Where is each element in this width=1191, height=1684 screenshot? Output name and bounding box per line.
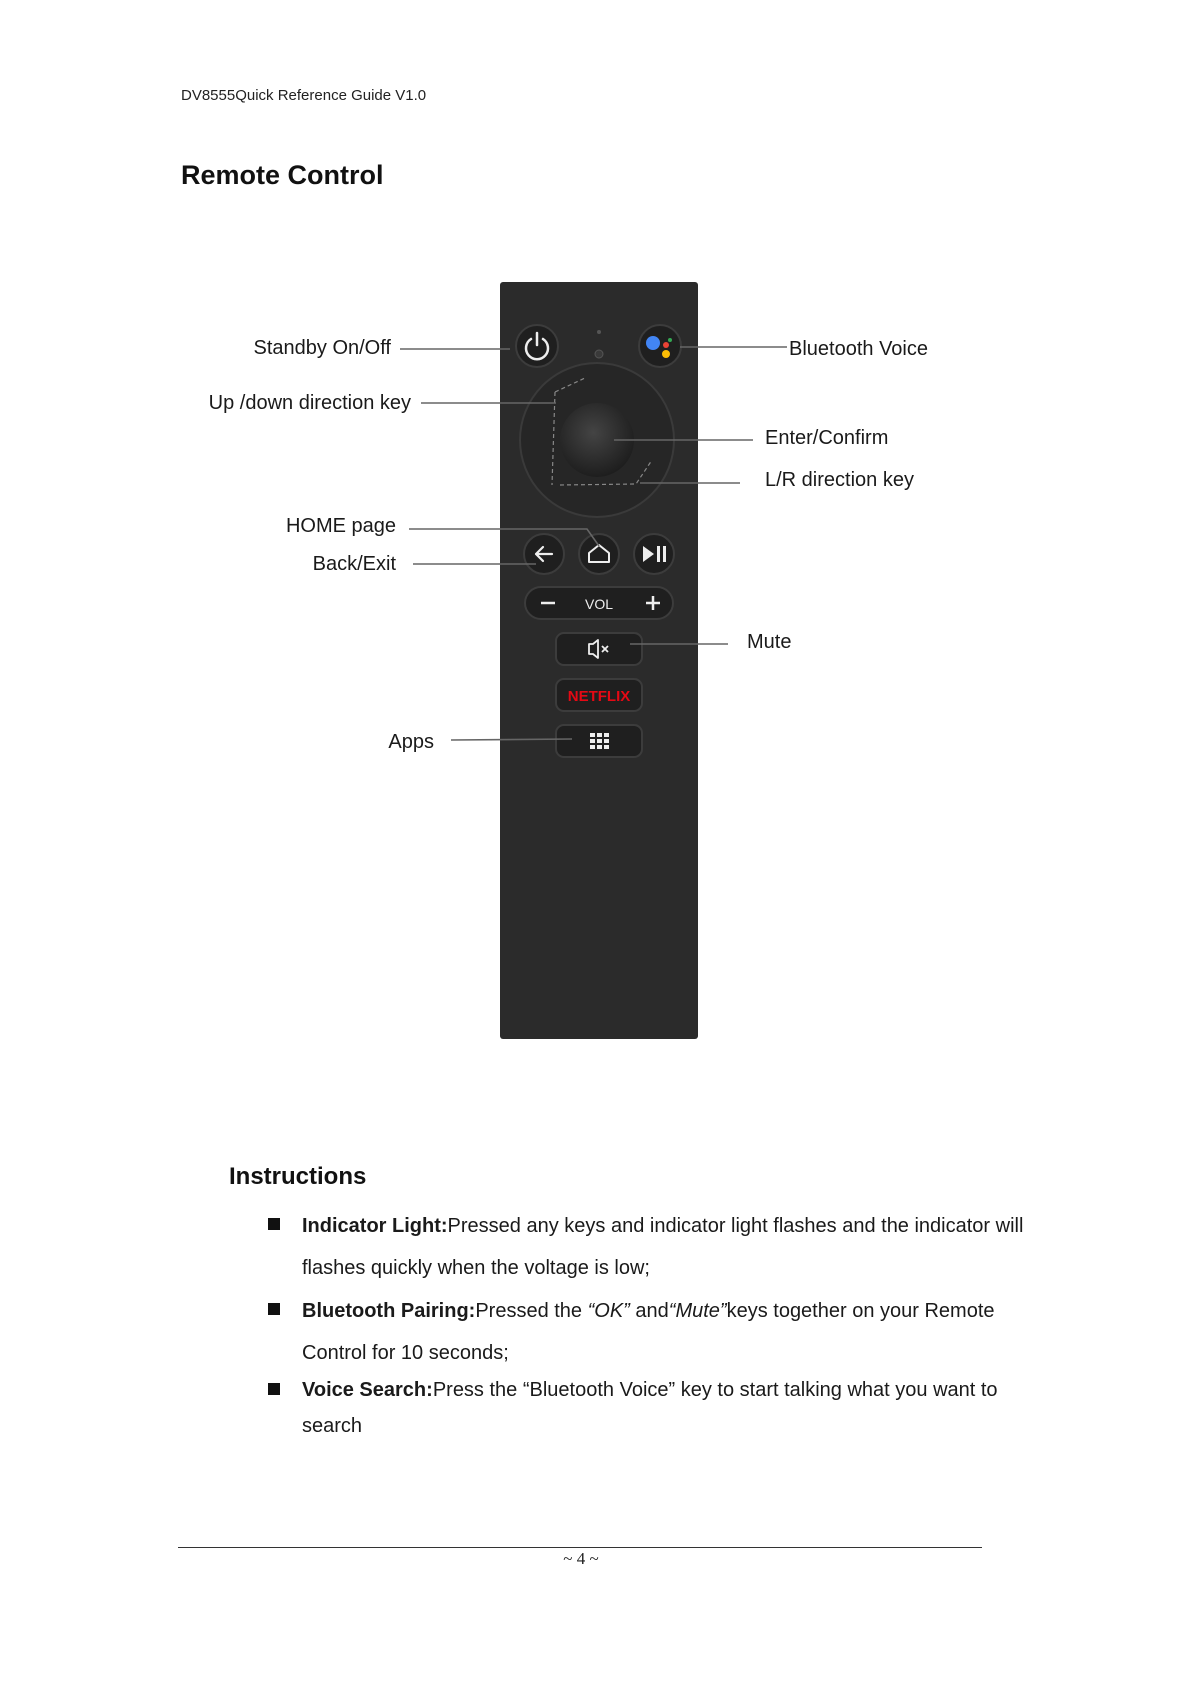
play-pause-button[interactable]: [634, 534, 674, 574]
volume-rocker[interactable]: [525, 587, 673, 619]
label-enter: Enter/Confirm: [765, 427, 889, 449]
instruction-text-b: and: [629, 1300, 669, 1322]
vol-label: VOL: [584, 596, 614, 612]
mute-key-name: “Mute”: [668, 1300, 727, 1322]
label-lr: L/R direction key: [765, 469, 914, 491]
microphone-hole: [595, 350, 603, 358]
instruction-item-voice-search: [268, 1372, 1028, 1444]
back-button[interactable]: [524, 534, 564, 574]
mute-button[interactable]: [556, 633, 642, 665]
footer-rule: [178, 1547, 982, 1548]
netflix-logo: NETFLIX: [567, 688, 631, 705]
instruction-text-a: Pressed the: [475, 1300, 588, 1322]
instruction-text: Press the “Bluetooth Voice” key to start talking what you want to search: [302, 1379, 998, 1437]
page-number: ~ 4 ~: [563, 1549, 599, 1568]
instruction-item-bluetooth-pairing: [268, 1290, 1028, 1374]
label-up-down: Up /down direction key: [208, 392, 411, 414]
label-apps: Apps: [388, 731, 434, 753]
netflix-button[interactable]: [556, 679, 642, 711]
label-mute: Mute: [747, 631, 792, 653]
section-title: Remote Control: [181, 160, 384, 190]
instruction-term: Bluetooth Pairing:: [302, 1300, 476, 1322]
square-bullet-icon: [268, 1383, 280, 1395]
instruction-item-indicator-light: [268, 1205, 1028, 1289]
label-standby: Standby On/Off: [253, 337, 391, 359]
apps-grid-icon: [590, 733, 609, 749]
instructions-title: Instructions: [229, 1163, 367, 1190]
square-bullet-icon: [268, 1303, 280, 1315]
instruction-text-c: keys together on your Remote Control for 10 seconds;: [302, 1300, 995, 1364]
ok-key-name: “OK”: [587, 1300, 630, 1322]
home-button[interactable]: [579, 534, 619, 574]
square-bullet-icon: [268, 1218, 280, 1230]
label-home: HOME page: [285, 515, 396, 537]
standby-button[interactable]: [516, 325, 558, 367]
apps-button[interactable]: [556, 725, 642, 757]
instruction-term: Voice Search:: [302, 1379, 433, 1401]
instruction-term: Indicator Light:: [302, 1215, 448, 1237]
label-back: Back/Exit: [312, 553, 396, 575]
bluetooth-voice-button[interactable]: [639, 325, 681, 367]
document-header: DV8555Quick Reference Guide V1.0: [181, 87, 427, 104]
indicator-light: [597, 330, 601, 334]
instruction-text: Pressed any keys and indicator light flashes and the indicator will flashes quickly when the voltage is low;: [302, 1215, 1024, 1279]
label-bluetooth-voice: Bluetooth Voice: [789, 338, 928, 360]
